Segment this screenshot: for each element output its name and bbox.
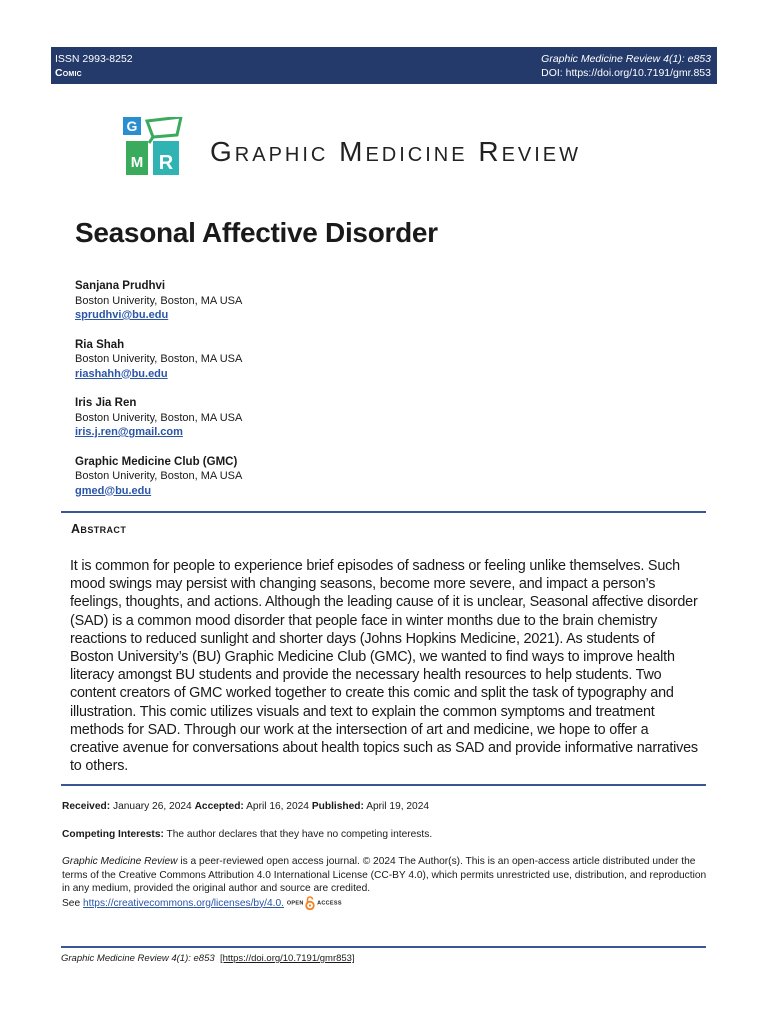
- journal-header-bar: [51, 47, 717, 84]
- license-journal-name: Graphic Medicine Review: [62, 856, 178, 867]
- page-footer: [61, 953, 355, 964]
- license-text: is a peer-reviewed open access journal. © 2024 The Author(s). This is an open-access article distributed under the terms of the Creative Commons Attribution 4.0 International License (CC-BY 4.0), which permits unrestricted use, distribution, and reproduction in any medium, provided the original author and source are credited.: [62, 856, 707, 894]
- license-statement: [62, 855, 707, 910]
- logo-speech-shape: [147, 117, 181, 137]
- accepted-label: Accepted:: [194, 801, 244, 812]
- author-name: Iris Jia Ren: [75, 397, 137, 409]
- author-block: [75, 455, 475, 499]
- author-affiliation: Boston Univerity, Boston, MA USA: [75, 411, 243, 424]
- logo-letter-g: G: [126, 118, 138, 134]
- abstract-top-rule: [61, 511, 706, 513]
- competing-interests: [62, 828, 707, 842]
- received-date: January 26, 2024: [112, 801, 192, 812]
- journal-title: Graphic Medicine Review: [210, 136, 582, 167]
- author-name: Ria Shah: [75, 338, 125, 351]
- accepted-date: April 16, 2024: [246, 801, 309, 812]
- author-name: Graphic Medicine Club (GMC): [75, 455, 238, 468]
- header-citation: Graphic Medicine Review 4(1): e853: [541, 53, 711, 65]
- competing-text: The author declares that they have no competing interests.: [166, 829, 433, 840]
- author-block: [75, 279, 475, 323]
- published-label: Published:: [311, 801, 364, 812]
- author-list: [75, 279, 475, 513]
- author-email-link[interactable]: gmed@bu.edu: [75, 484, 152, 497]
- author-email-link[interactable]: riashahh@bu.edu: [75, 367, 168, 380]
- logo-letter-r: R: [158, 152, 174, 174]
- issn: ISSN 2993-8252: [55, 53, 133, 65]
- logo-letter-m: M: [130, 154, 144, 171]
- header-left: [55, 52, 133, 80]
- section-label: Comic: [55, 67, 82, 79]
- abstract-heading: Abstract: [71, 522, 127, 536]
- author-block: [75, 338, 475, 382]
- abstract-text: It is common for people to experience brief episodes of sadness or feeling unlike themselves. Such mood swings may persist with changing seasons, become more severe, and impact a person’s feelings, thoughts, and actions. Although the leading cause of it is unclear, Seasonal affective disorder (SAD) is a common mood disorder that people face in winter months due to the brain chemistry reactions to reduced sunlight and shorter days (Johns Hopkins Medicine, 2021). As students of Boston University’s (BU) Graphic Medicine Club (GMC), we wanted to find ways to improve health literacy amongst BU students and provide the necessary health resources to help students. Two content creators of GMC worked together to create this comic and split the task of typography and illustration. This comic utilizes visuals and text to explain the common symptoms and treatment methods for SAD. Through our work at the intersection of art and medicine, we hope to offer a creative avenue for conversations about health topics such as SAD and provide informative narratives to others.: [70, 558, 698, 775]
- header-doi[interactable]: DOI: https://doi.org/10.7191/gmr.853: [541, 67, 711, 79]
- open-access-lock-icon: [305, 896, 315, 910]
- oa-access-label: ACCESS: [317, 899, 342, 906]
- gmr-logo-icon: [123, 117, 183, 177]
- publication-dates: [62, 800, 707, 814]
- author-affiliation: Boston Univerity, Boston, MA USA: [75, 353, 243, 365]
- oa-open-label: OPEN: [286, 899, 304, 906]
- author-name: Sanjana Prudhvi: [75, 280, 166, 292]
- license-url-link[interactable]: https://creativecommons.org/licenses/by/4.0.: [82, 897, 284, 909]
- received-label: Received:: [62, 801, 111, 812]
- footer-doi-link[interactable]: [https://doi.org/10.7191/gmr853]: [219, 953, 355, 964]
- abstract-bottom-rule: [61, 784, 706, 786]
- article-title: Seasonal Affective Disorder: [75, 217, 438, 248]
- author-affiliation: Boston Univerity, Boston, MA USA: [75, 470, 243, 482]
- footer-citation: Graphic Medicine Review 4(1): e853: [61, 953, 215, 964]
- author-email-link[interactable]: iris.j.ren@gmail.com: [75, 426, 183, 438]
- open-access-badge: [287, 896, 342, 911]
- author-affiliation: Boston Univerity, Boston, MA USA: [75, 294, 243, 307]
- header-right: [541, 52, 711, 80]
- author-block: [75, 396, 475, 440]
- published-date: April 19, 2024: [366, 801, 430, 812]
- author-email-link[interactable]: sprudhvi@bu.edu: [75, 309, 169, 321]
- logo-speech-tail: [149, 137, 153, 143]
- license-see-label: See: [62, 897, 81, 909]
- competing-label: Competing Interests:: [62, 829, 164, 840]
- footer-rule: [61, 946, 706, 948]
